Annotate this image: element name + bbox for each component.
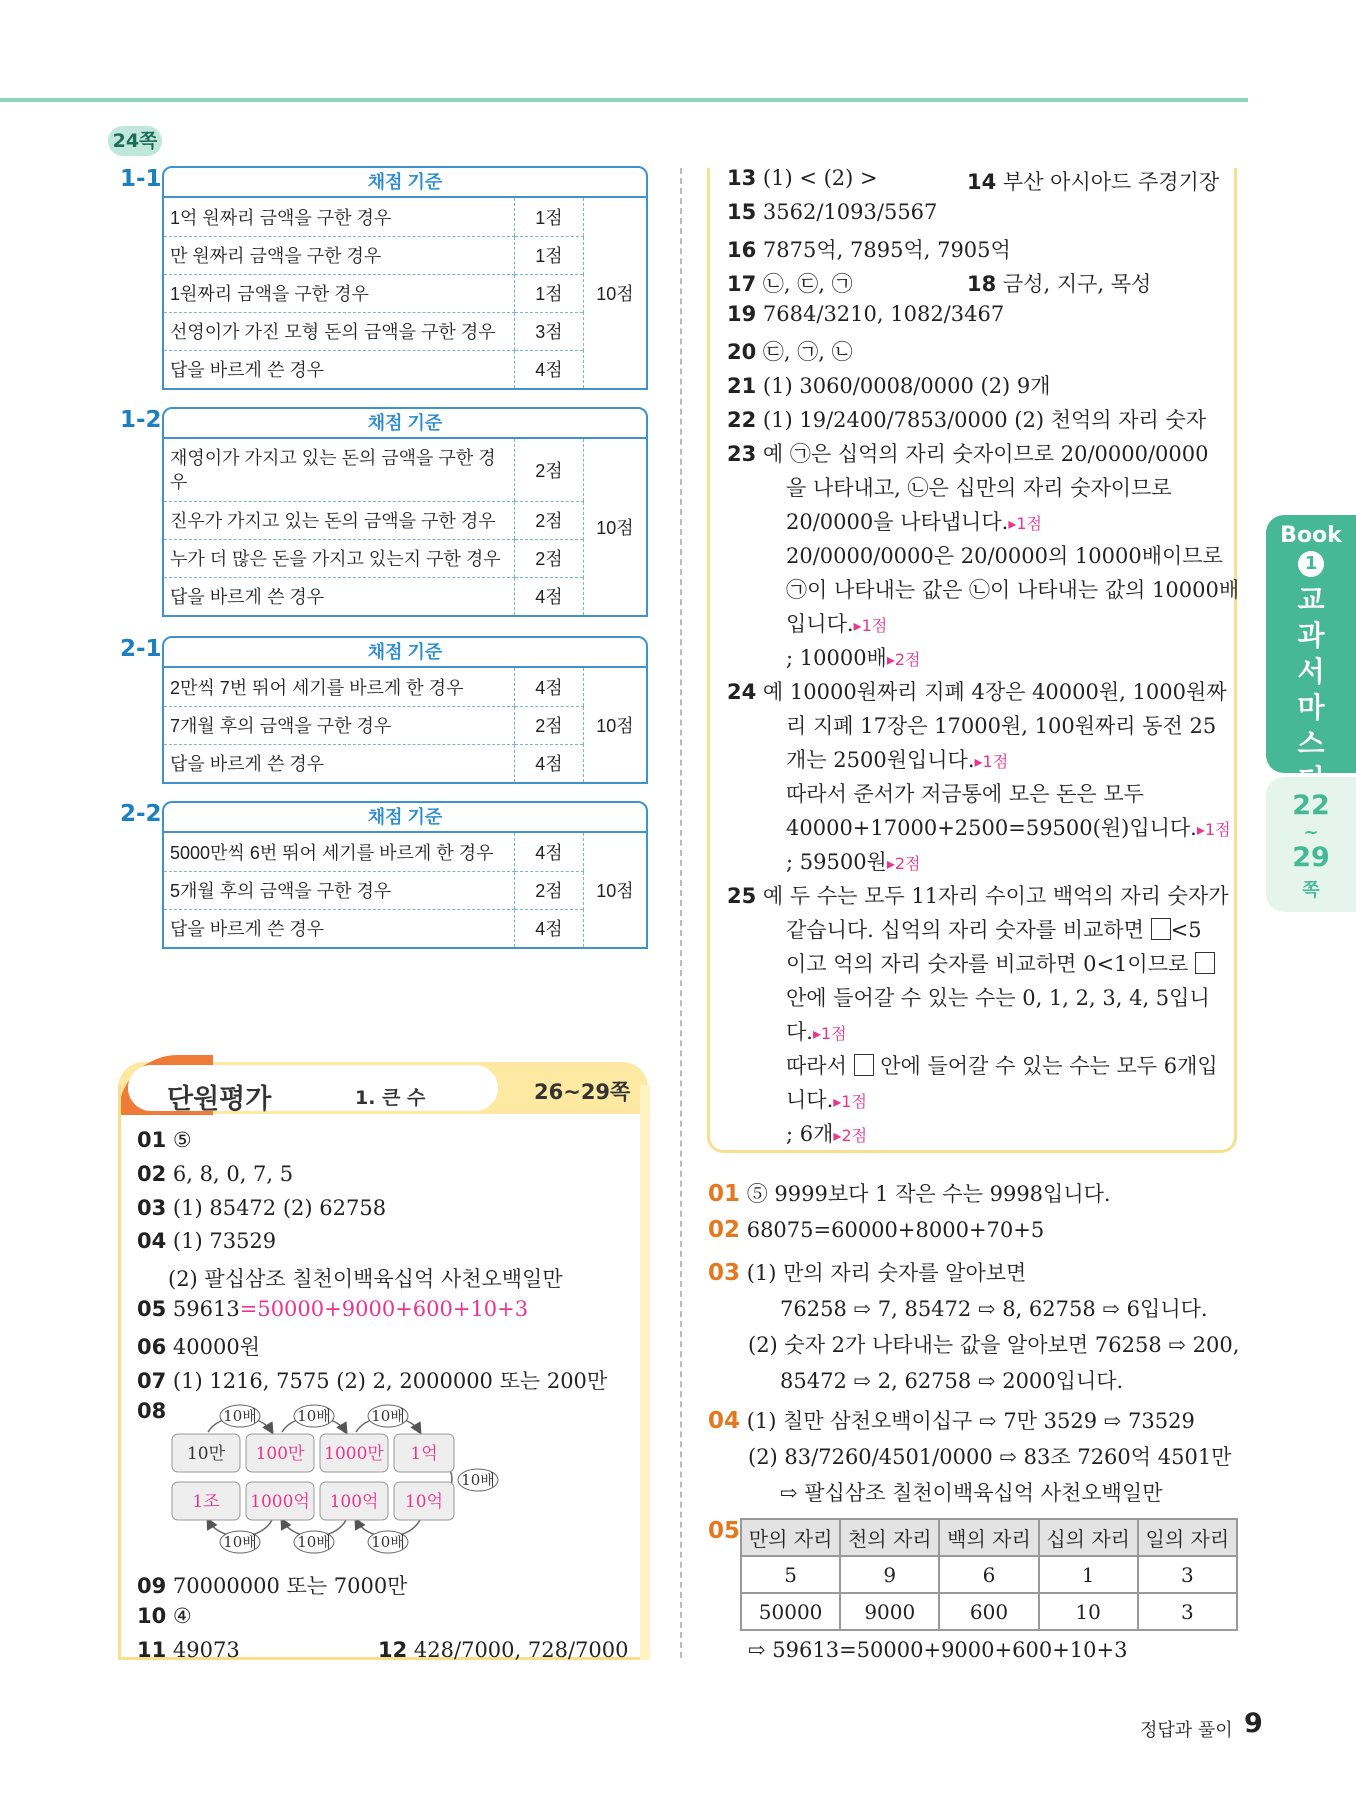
rubric-table-1-1 <box>162 166 648 390</box>
explanation-04-line: ⇨ 팔십삼조 칠천이백육십억 사천오백일만 <box>780 1481 1163 1505</box>
answer-23-line: 20/0000/0000은 20/0000의 10000배이므로 <box>786 544 1223 568</box>
rubric-head: 채점 기준 <box>164 803 646 833</box>
rubric-label-2-1: 2-1 <box>120 636 162 662</box>
answer-24-line: 따라서 준서가 저금통에 모은 돈은 모두 <box>786 782 1144 806</box>
rubric-points: 3점 <box>515 312 584 350</box>
rubric-points: 1점 <box>515 274 584 312</box>
answer-07: 07 (1) 1216, 7575 (2) 2, 2000000 또는 200만 <box>137 1369 608 1393</box>
rubric-criterion: 답을 바르게 쓴 경우 <box>170 360 325 381</box>
place-value-table <box>740 1518 1238 1631</box>
answer-25: 25 예 두 수는 모두 11자리 수이고 백억의 자리 숫자가 <box>727 884 1229 908</box>
answer-24: 24 예 10000원짜리 지폐 4장은 40000원, 1000원짜 <box>727 680 1227 704</box>
answer-24-line: ; 59500원▸2점 <box>786 850 921 874</box>
answer-25-line: 같습니다. 십억의 자리 숫자를 비교하면 <5 <box>786 918 1202 942</box>
rubric-criterion: 5000만씩 6번 뛰어 세기를 바르게 한 경우 <box>164 833 515 871</box>
answer-23-line: ㉠이 나타내는 값은 ㉡이 나타내는 값의 10000배 <box>786 578 1240 602</box>
rubric-table-2-2 <box>162 801 648 949</box>
rubric-points: 4점 <box>515 833 584 871</box>
rubric-criterion: 7개월 후의 금액을 구한 경우 <box>164 706 515 744</box>
unit-title: 단원평가 <box>167 1084 272 1115</box>
page-tag: 24쪽 <box>108 126 162 156</box>
answer-02: 02 6, 8, 0, 7, 5 <box>137 1162 294 1186</box>
answer-10: 10 ④ <box>137 1604 192 1628</box>
answer-25-line: 니다.▸1점 <box>786 1088 867 1112</box>
rubric-criterion: 누가 더 많은 돈을 가지고 있는지 구한 경우 <box>164 539 515 577</box>
rubric-total: 10점 <box>584 668 647 782</box>
book-number: 1 <box>1298 551 1324 577</box>
explanation-02: 02 68075=60000+8000+70+5 <box>708 1217 1045 1243</box>
answer-23: 23 예 ㉠은 십억의 자리 숫자이므로 20/0000/0000 <box>727 442 1209 466</box>
diagram-cell: 10억 <box>404 1492 444 1512</box>
table-cell: 10 <box>1039 1593 1138 1630</box>
table-cell: 9 <box>840 1556 939 1593</box>
table-header: 천의 자리 <box>840 1519 939 1556</box>
answer-21: 21 (1) 3060/0008/0000 (2) 9개 <box>727 374 1051 398</box>
arrow-label: 10배 <box>371 1407 405 1425</box>
rubric-label-2-2: 2-2 <box>120 801 162 827</box>
rubric-criterion: 답을 바르게 쓴 경우 <box>170 754 325 775</box>
place-value-diagram <box>160 1392 510 1557</box>
rubric-points: 1점 <box>515 198 584 236</box>
rubric-table-1-2 <box>162 407 648 617</box>
footer-label: 정답과 풀이 <box>1140 1720 1233 1741</box>
side-page-to: 29 <box>1292 842 1330 873</box>
table-cell: 9000 <box>840 1593 939 1630</box>
explanation-04-line: (2) 83/7260/4501/0000 ⇨ 83조 7260억 4501만 <box>748 1445 1232 1469</box>
table-cell: 5 <box>741 1556 840 1593</box>
answer-25-line: 따라서 안에 들어갈 수 있는 수는 모두 6개입 <box>786 1054 1218 1078</box>
answer-08-label: 08 <box>137 1399 167 1423</box>
arrow-label: 10배 <box>297 1407 331 1425</box>
rubric-points: 2점 <box>515 501 584 539</box>
table-cell: 3 <box>1138 1593 1237 1630</box>
page-number: 9 <box>1244 1708 1263 1739</box>
rubric-criterion: 재영이가 가지고 있는 돈의 금액을 구한 경우 <box>164 439 515 501</box>
table-header: 십의 자리 <box>1039 1519 1138 1556</box>
explanation-03: 03 (1) 만의 자리 숫자를 알아보면 <box>708 1260 1027 1286</box>
rubric-points: 4점 <box>515 577 584 615</box>
table-header: 일의 자리 <box>1138 1519 1237 1556</box>
rubric-table-2-1 <box>162 636 648 784</box>
book-label: Book <box>1280 523 1342 548</box>
rubric-total: 10점 <box>584 833 647 947</box>
rubric-criterion: 답을 바르게 쓴 경우 <box>170 587 325 608</box>
answer-11: 11 49073 <box>137 1638 240 1662</box>
top-rule <box>0 98 1248 102</box>
rubric-total: 10점 <box>584 439 647 615</box>
rubric-points: 2점 <box>515 706 584 744</box>
answer-03: 03 (1) 85472 (2) 62758 <box>137 1196 387 1220</box>
answer-24-line: 개는 2500원입니다.▸1점 <box>786 748 1009 772</box>
answer-25-line: 안에 들어갈 수 있는 수는 0, 1, 2, 3, 4, 5입니 <box>786 986 1210 1010</box>
explanation-03-line: (2) 숫자 2가 나타내는 값을 알아보면 76258 ⇨ 200, <box>748 1333 1240 1357</box>
table-cell: 1 <box>1039 1556 1138 1593</box>
answer-24-line: 40000+17000+2500=59500(원)입니다.▸1점 <box>786 816 1231 840</box>
answer-24-line: 리 지폐 17장은 17000원, 100원짜리 동전 25 <box>786 714 1217 738</box>
answer-19: 19 7684/3210, 1082/3467 <box>727 302 1005 326</box>
answer-23-line: 을 나타내고, ㉡은 십만의 자리 숫자이므로 <box>786 476 1172 500</box>
diagram-cell: 1억 <box>410 1444 438 1464</box>
answer-23-line: ; 10000배▸2점 <box>786 646 921 670</box>
answer-22: 22 (1) 19/2400/7853/0000 (2) 천억의 자리 숫자 <box>727 408 1207 432</box>
rubric-head: 채점 기준 <box>164 168 646 198</box>
explanation-03-line: 76258 ⇨ 7, 85472 ⇨ 8, 62758 ⇨ 6입니다. <box>780 1297 1208 1321</box>
table-header: 백의 자리 <box>939 1519 1038 1556</box>
rubric-total: 10점 <box>584 198 647 388</box>
answer-25-line: ; 6개▸2점 <box>786 1122 868 1146</box>
rubric-criterion: 5개월 후의 금액을 구한 경우 <box>164 871 515 909</box>
diagram-cell: 1조 <box>192 1492 220 1512</box>
blank-box <box>1151 918 1171 940</box>
rubric-criterion: 1원짜리 금액을 구한 경우 <box>164 274 515 312</box>
explanation-05: 05 <box>708 1518 741 1544</box>
answer-23-line: 20/0000을 나타냅니다.▸1점 <box>786 510 1042 534</box>
arrow-label: 10배 <box>461 1471 495 1489</box>
answer-01: 01 ⑤ <box>137 1128 192 1152</box>
rubric-criterion: 답을 바르게 쓴 경우 <box>170 919 325 940</box>
rubric-points: 2점 <box>515 539 584 577</box>
side-title: 교과서 마스 <box>1297 583 1325 760</box>
answer-25-line: 이고 억의 자리 숫자를 비교하면 0<1이므로 <box>786 948 1215 978</box>
answer-20: 20 ㉢, ㉠, ㉡ <box>727 340 853 364</box>
answer-05: 05 59613=50000+9000+600+10+3 <box>137 1297 529 1321</box>
rubric-points: 4점 <box>515 668 584 706</box>
explanation-01: 01 ⑤ 9999보다 1 작은 수는 9998입니다. <box>708 1181 1111 1207</box>
rubric-criterion: 만 원짜리 금액을 구한 경우 <box>164 236 515 274</box>
explanation-05-sum: ⇨ 59613=50000+9000+600+10+3 <box>748 1638 1128 1662</box>
answer-23-line: 입니다.▸1점 <box>786 612 888 636</box>
table-cell: 3 <box>1138 1556 1237 1593</box>
rubric-label-1-1: 1-1 <box>120 166 162 192</box>
side-page-unit: 쪽 <box>1302 880 1320 901</box>
rubric-criterion: 진우가 가지고 있는 돈의 금액을 구한 경우 <box>164 501 515 539</box>
diagram-cell: 1000억 <box>250 1492 310 1512</box>
rubric-head: 채점 기준 <box>164 409 646 439</box>
answer-18: 18 금성, 지구, 목성 <box>967 272 1152 296</box>
rubric-points: 4점 <box>515 909 584 947</box>
table-cell: 600 <box>939 1593 1038 1630</box>
column-divider <box>680 168 682 1658</box>
arrow-label: 10배 <box>371 1533 405 1551</box>
diagram-cell: 1000만 <box>324 1444 384 1464</box>
answer-25-line: 다.▸1점 <box>786 1020 847 1044</box>
unit-pages: 26~29쪽 <box>534 1080 631 1104</box>
diagram-cell: 100억 <box>329 1492 379 1512</box>
diagram-cell: 10만 <box>186 1444 226 1464</box>
explanation-03-line: 85472 ⇨ 2, 62758 ⇨ 2000입니다. <box>780 1369 1124 1393</box>
blank-box <box>1195 952 1215 974</box>
arrow-label: 10배 <box>223 1407 257 1425</box>
rubric-points: 1점 <box>515 236 584 274</box>
answer-14: 14 부산 아시아드 주경기장 <box>967 170 1220 194</box>
rubric-points: 4점 <box>515 350 584 388</box>
answer-16: 16 7875억, 7895억, 7905억 <box>727 238 1011 262</box>
answer-06: 06 40000원 <box>137 1335 261 1359</box>
answer-04-2: (2) 팔십삼조 칠천이백육십억 사천오백일만 <box>168 1267 563 1291</box>
answer-09: 09 70000000 또는 7000만 <box>137 1574 408 1598</box>
answer-15: 15 3562/1093/5567 <box>727 200 938 224</box>
rubric-points: 2점 <box>515 439 584 501</box>
rubric-points: 2점 <box>515 871 584 909</box>
arrow-label: 10배 <box>223 1533 257 1551</box>
diagram-cell: 100만 <box>255 1444 305 1464</box>
answer-17: 17 ㉡, ㉢, ㉠ <box>727 272 853 296</box>
rubric-head: 채점 기준 <box>164 638 646 668</box>
arrow-label: 10배 <box>297 1533 331 1551</box>
table-cell: 6 <box>939 1556 1038 1593</box>
answer-13: 13 (1) < (2) > <box>727 166 878 190</box>
rubric-points: 4점 <box>515 744 584 782</box>
rubric-criterion: 선영이가 가진 모형 돈의 금액을 구한 경우 <box>164 312 515 350</box>
explanation-04: 04 (1) 칠만 삼천오백이십구 ⇨ 7만 3529 ⇨ 73529 <box>708 1408 1195 1434</box>
side-page-tilde: ~ <box>1303 822 1319 843</box>
table-header: 만의 자리 <box>741 1519 840 1556</box>
rubric-criterion: 1억 원짜리 금액을 구한 경우 <box>164 198 515 236</box>
table-cell: 50000 <box>741 1593 840 1630</box>
unit-box-edge <box>640 1085 650 1660</box>
answer-04: 04 (1) 73529 <box>137 1229 277 1253</box>
unit-subtitle: 1. 큰 수 <box>355 1087 426 1109</box>
blank-box <box>854 1054 874 1076</box>
answer-12: 12 428/7000, 728/7000 <box>378 1638 629 1662</box>
side-page-from: 22 <box>1292 790 1330 821</box>
rubric-label-1-2: 1-2 <box>120 407 162 433</box>
rubric-criterion: 2만씩 7번 뛰어 세기를 바르게 한 경우 <box>164 668 515 706</box>
